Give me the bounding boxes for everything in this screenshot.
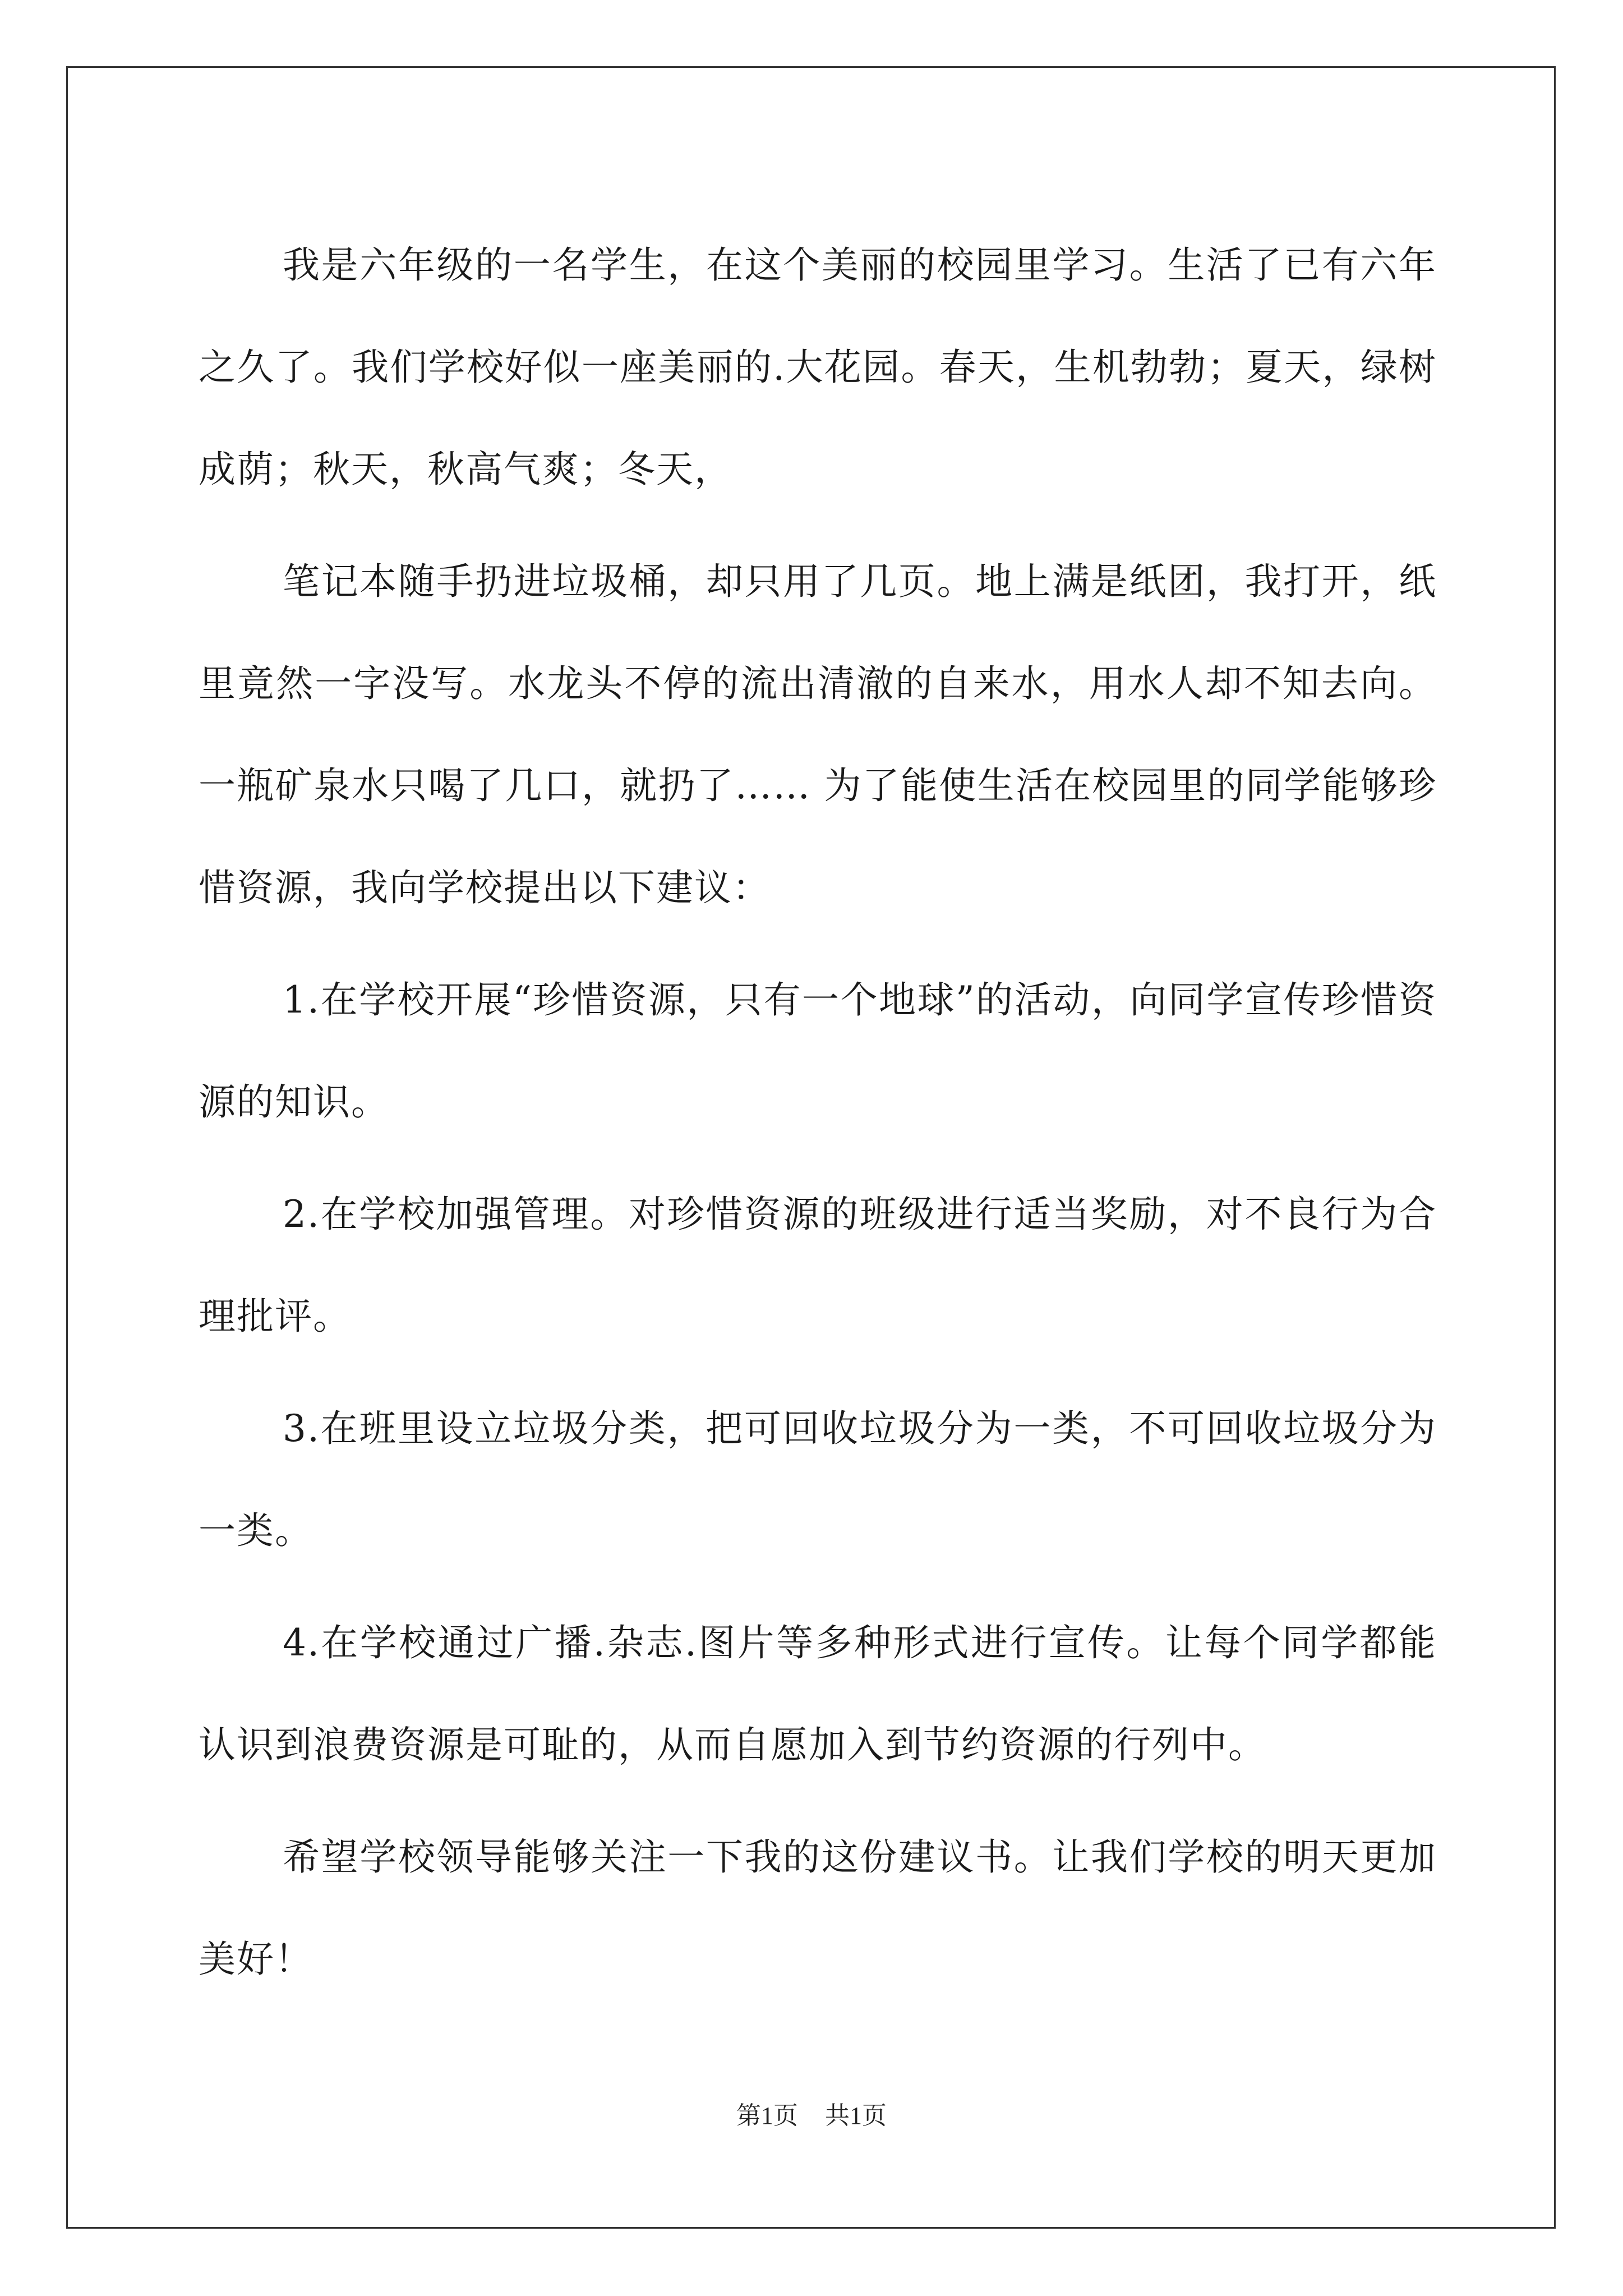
paragraph-suggestion-4: 4.在学校通过广播.杂志.图片等多种形式进行宣传。让每个同学都能认识到浪费资源是可耻的，从而自愿加入到节约资源的行列中。 — [199, 1621, 1437, 1766]
paragraph-suggestion-2: 2.在学校加强管理。对珍惜资源的班级进行适当奖励，对不良行为合理批评。 — [199, 1193, 1437, 1338]
paragraph-closing: 希望学校领导能够关注一下我的这份建议书。让我们学校的明天更加美好！ — [199, 1835, 1437, 1981]
page-total: 共1页 — [825, 2102, 887, 2129]
document-body — [199, 214, 1437, 2021]
paragraph-intro: 我是六年级的一名学生，在这个美丽的校园里学习。生活了已有六年之久了。我们学校好似一座美丽的.大花园。春天，生机勃勃；夏天，绿树成荫；秋天，秋高气爽；冬天， — [199, 243, 1437, 491]
page-footer — [0, 2099, 1623, 2133]
paragraph-suggestion-1: 1.在学校开展“珍惜资源，只有一个地球”的活动，向同学宣传珍惜资源的知识。 — [199, 978, 1437, 1124]
page-number: 第1页 — [736, 2102, 798, 2129]
paragraph-suggestion-3: 3.在班里设立垃圾分类，把可回收垃圾分为一类，不可回收垃圾分为一类。 — [199, 1407, 1437, 1552]
paragraph-problem: 笔记本随手扔进垃圾桶，却只用了几页。地上满是纸团，我打开，纸里竟然一字没写。水龙头不停的流出清澈的自来水，用水人却不知去向。一瓶矿泉水只喝了几口，就扔了…… 为了能使生活在校园里的同学能够珍惜资源，我向学校提出以下建议： — [199, 560, 1437, 909]
